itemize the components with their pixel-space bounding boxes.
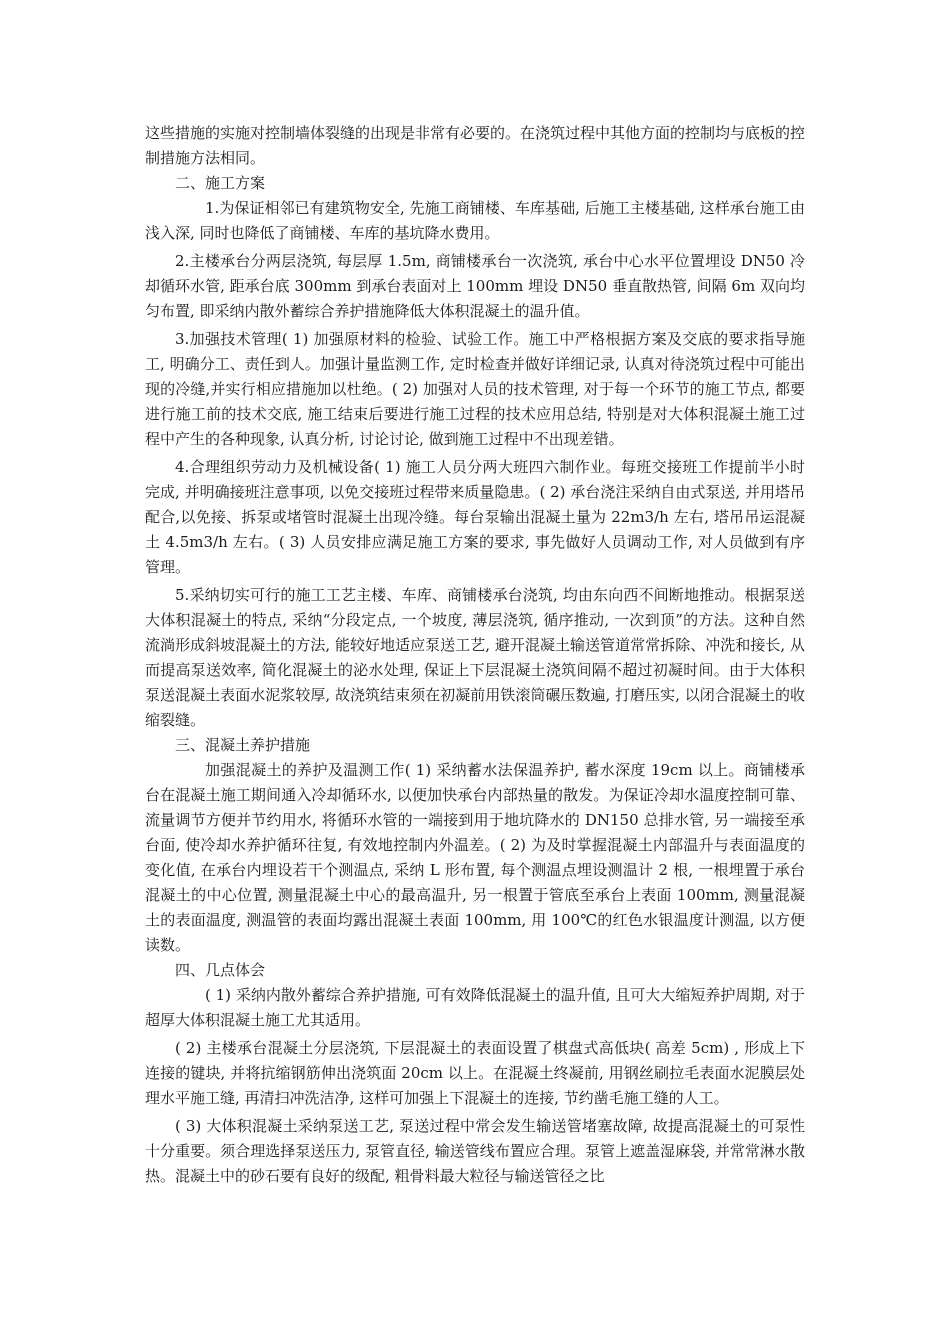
section-heading-experience: 四、几点体会 [175,961,266,979]
paragraph-experience-2: ( 2) 主楼承台混凝土分层浇筑, 下层混凝土的表面设置了棋盘式高低块( 高差 5cm) , 形成上下连接的键块, 并将抗缩钢筋伸出浇筑面 20cm 以上。在混凝土终凝前, 用钢丝刷拉毛表面水泥膜层处理水平施工缝, 再清扫冲洗洁净, 这样可加强上下混凝土的连接, 节约凿毛施工缝的人工。 [145,1039,805,1107]
paragraph-experience-3: ( 3) 大体积混凝土采纳泵送工艺, 泵送过程中常会发生输送管堵塞故障, 故提高混凝土的可泵性十分重要。须合理选择泵送压力, 泵管直径, 输送管线布置应合理。泵管上遮盖湿麻袋, 并常常淋水散热。混凝土中的砂石要有良好的级配, 粗骨料最大粒径与输送管径之比 [145,1117,805,1185]
document-page [145,121,805,1189]
paragraph-plan-4: 4.合理组织劳动力及机械设备( 1) 施工人员分两大班四六制作业。每班交接班工作提前半小时完成, 并明确接班注意事项, 以免交接班过程带来质量隐患。( 2) 承台浇注采纳自由式泵送, 并用塔吊配合,以免接、拆泵或堵管时混凝土出现冷缝。每台泵输出混凝土量为 22m3/h 左右, 塔吊吊运混凝土 4.5m3/h 左右。( 3) 人员安排应满足施工方案的要求, 事先做好人员调动工作, 对人员做到有序管理。 [145,458,805,576]
paragraph-experience-1: ( 1) 采纳内散外蓄综合养护措施, 可有效降低混凝土的温升值, 且可大大缩短养护周期, 对于超厚大体积混凝土施工尤其适用。 [145,986,805,1029]
paragraph-plan-2: 2.主楼承台分两层浇筑, 每层厚 1.5m, 商铺楼承台一次浇筑, 承台中心水平位置埋设 DN50 冷却循环水管, 距承台底 300mm 到承台表面对上 100mm 埋设 DN50 垂直散热管, 间隔 6m 双向均匀布置, 即采纳内散外蓄综合养护措施降低大体积混凝土的温升值。 [145,252,805,320]
paragraph-plan-1: 1.为保证相邻已有建筑物安全, 先施工商铺楼、车库基础, 后施工主楼基础, 这样承台施工由浅入深, 同时也降低了商铺楼、车库的基坑降水费用。 [145,199,805,242]
paragraph-plan-5: 5.采纳切实可行的施工工艺主楼、车库、商铺楼承台浇筑, 均由东向西不间断地推动。根据泵送大体积混凝土的特点, 采纳“分段定点, 一个坡度, 薄层浇筑, 循序推动, 一次到顶”的方法。这种自然流淌形成斜坡混凝土的方法, 能较好地适应泵送工艺, 避开混凝土输送管道常常拆除、冲洗和接长, 从而提高泵送效率, 简化混凝土的泌水处理, 保证上下层混凝土浇筑间隔不超过初凝时间。由于大体积泵送混凝土表面水泥浆较厚, 故浇筑结束须在初凝前用铁滚筒碾压数遍, 打磨压实, 以闭合混凝土的收缩裂缝。 [145,586,805,729]
paragraph-plan-3: 3.加强技术管理( 1) 加强原材料的检验、试验工作。施工中严格根据方案及交底的要求指导施工, 明确分工、责任到人。加强计量监测工作, 定时检查并做好详细记录, 认真对待浇筑过程中可能出现的冷缝,并实行相应措施加以杜绝。( 2) 加强对人员的技术管理, 对于每一个环节的施工节点, 都要进行施工前的技术交底, 施工结束后要进行施工过程的技术应用总结, 特别是对大体积混凝土施工过程中产生的各种现象, 认真分析, 讨论讨论, 做到施工过程中不出现差错。 [145,330,805,448]
paragraph-curing: 加强混凝土的养护及温测工作( 1) 采纳蓄水法保温养护, 蓄水深度 19cm 以上。商铺楼承台在混凝土施工期间通入冷却循环水, 以便加快承台内部热量的散发。为保证冷却水温度控制可靠、流量调节方便并节约用水, 将循环水管的一端接到用于地坑降水的 DN150 总排水管, 另一端接至承台面, 使冷却水养护循环往复, 有效地控制内外温差。( 2) 为及时掌握混凝土内部温升与表面温度的变化值, 在承台内埋设若干个测温点, 采纳 L 形布置, 每个测温点埋设测温计 2 根, 一根埋置于承台混凝土的中心位置, 测量混凝土中心的最高温升, 另一根置于管底至承台上表面 100mm, 测量混凝土的表面温度, 测温管的表面均露出混凝土表面 100mm, 用 100℃的红色水银温度计测温, 以方便读数。 [145,761,805,954]
section-heading-construction-plan: 二、施工方案 [175,174,266,192]
paragraph-intro: 这些措施的实施对控制墙体裂缝的出现是非常有必要的。在浇筑过程中其他方面的控制均与底板的控制措施方法相同。 [145,124,806,167]
section-heading-curing: 三、混凝土养护措施 [175,736,311,754]
